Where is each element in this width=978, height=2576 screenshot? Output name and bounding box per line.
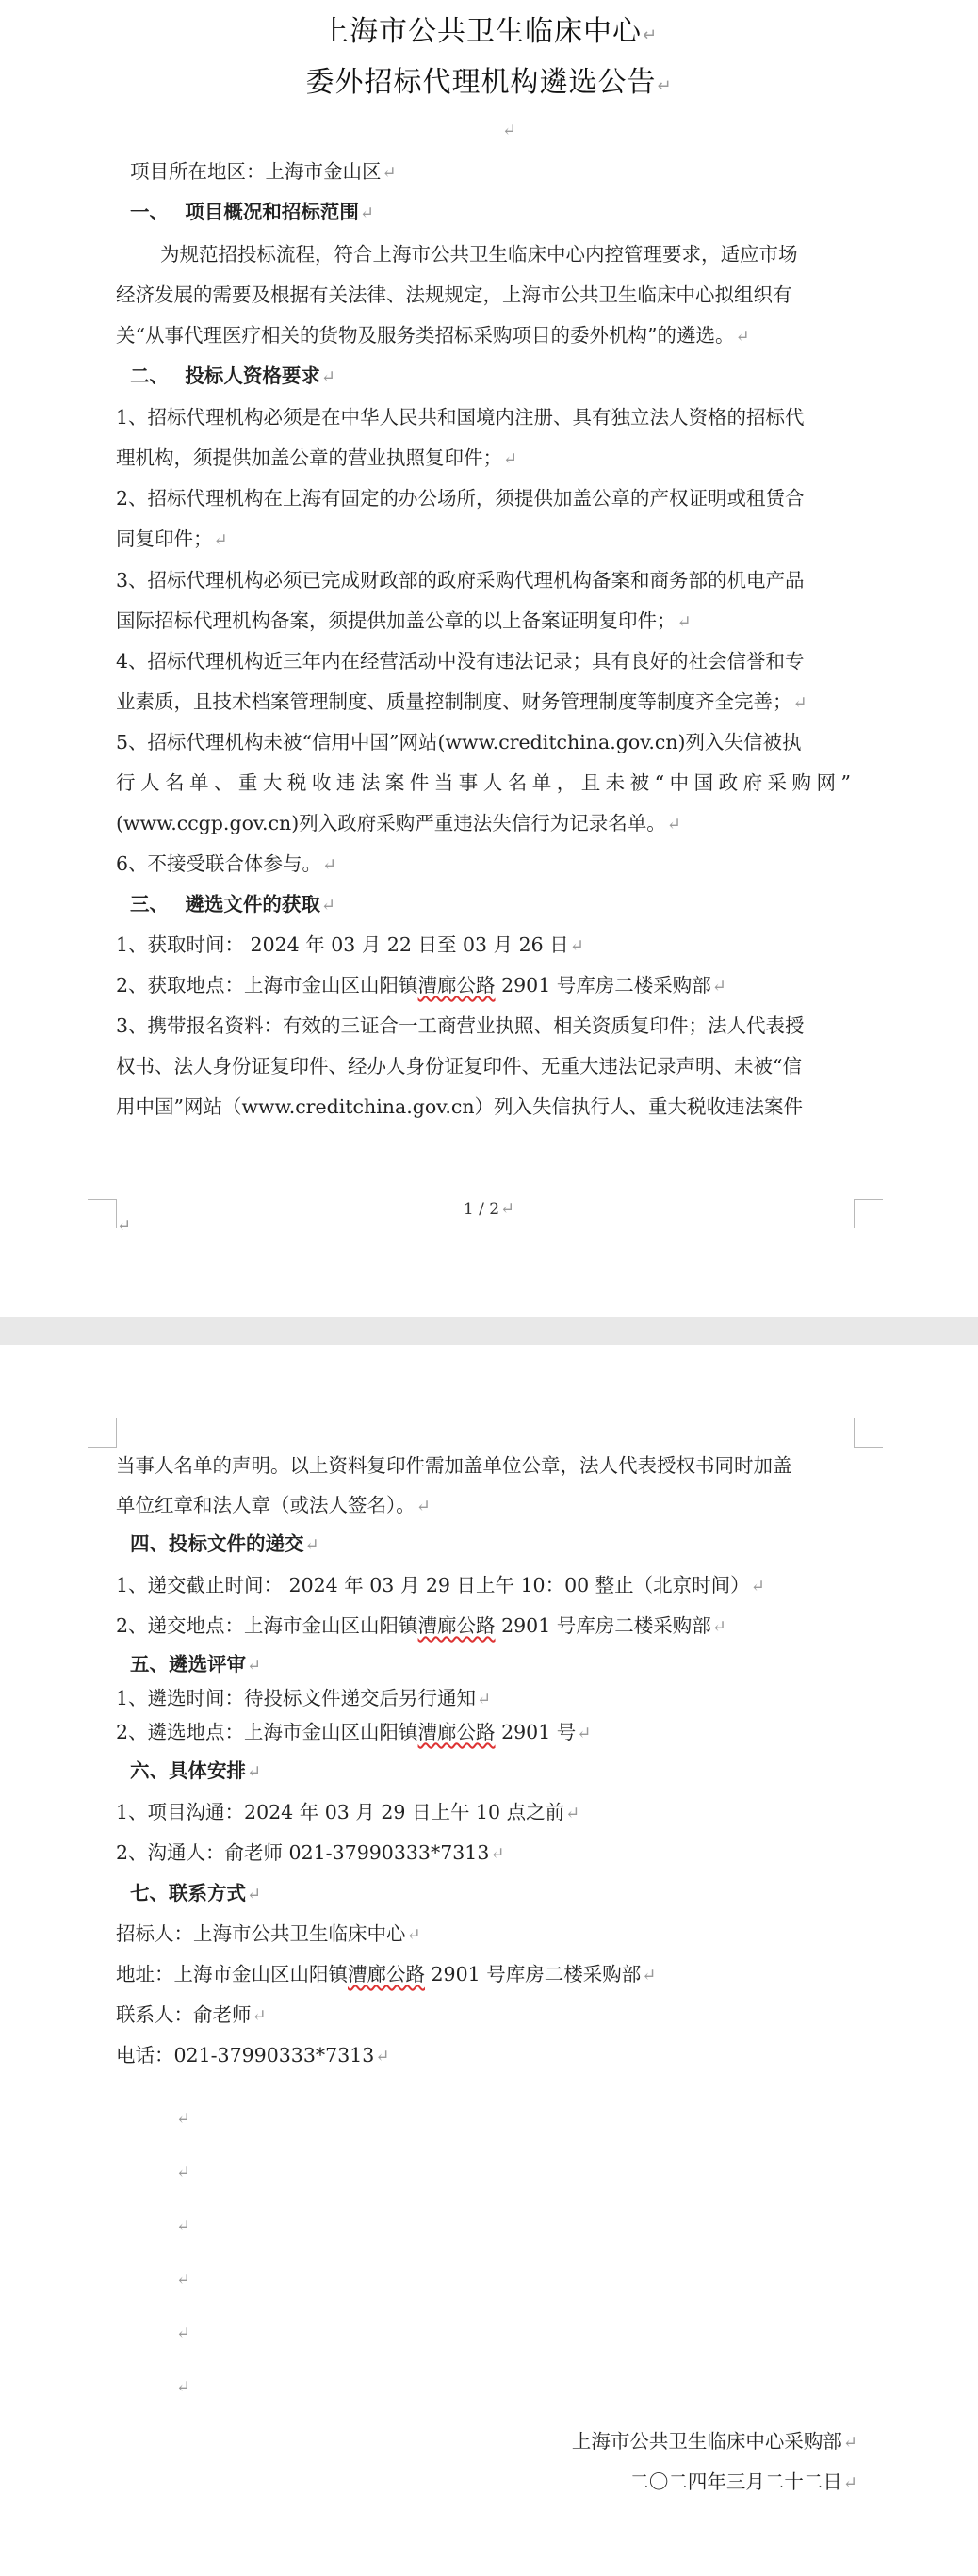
arrange-person-line: 2、沟通人：俞老师 021-37990333*7313↵ [116, 1841, 505, 1864]
paragraph-mark: ↵ [176, 2216, 191, 2236]
contact-phone: 电话：021-37990333*7313↵ [116, 2044, 390, 2066]
paragraph-mark: ↵ [176, 2377, 191, 2397]
spellcheck-underline: 漕廊公路 [417, 974, 496, 996]
section-heading-1: 一、 项目概况和招标范围↵ [130, 201, 374, 223]
margin-corner-mark [88, 1418, 117, 1448]
req1-line-1: 1、招标代理机构必须是在中华人民共和国境内注册、具有独立法人资格的招标代 [116, 406, 805, 429]
req6-line: 6、不接受联合体参与。↵ [116, 852, 337, 875]
req5-line-1: 5、招标代理机构未被“信用中国”网站(www.creditchina.gov.cn)列入失信被执 [116, 731, 802, 753]
get-time-line: 1、获取时间： 2024 年 03 月 22 日至 03 月 26 日↵ [116, 933, 584, 956]
get-docs-line-1: 3、携带报名资料：有效的三证合一工商营业执照、相关资质复印件；法人代表授 [116, 1014, 805, 1037]
req5-line-3: (www.ccgp.gov.cn)列入政府采购严重违法失信行为记录名单。↵ [116, 812, 681, 834]
submit-place-line: 2、递交地点：上海市金山区山阳镇漕廊公路 2901 号库房二楼采购部↵ [116, 1614, 726, 1637]
cont-line-1: 当事人名单的声明。以上资料复印件需加盖单位公章，法人代表授权书同时加盖 [116, 1454, 792, 1477]
spellcheck-underline: 漕廊公路 [348, 1963, 425, 1985]
get-place-line: 2、获取地点：上海市金山区山阳镇漕廊公路 2901 号库房二楼采购部↵ [116, 974, 726, 996]
page-gap [0, 1317, 978, 1345]
req4-line-1: 4、招标代理机构近三年内在经营活动中没有违法记录；具有良好的社会信誉和专 [116, 650, 805, 672]
margin-corner-mark [854, 1418, 883, 1448]
review-place-line: 2、遴选地点：上海市金山区山阳镇漕廊公路 2901 号↵ [116, 1721, 592, 1743]
doc-title-line2: 委外招标代理机构遴选公告↵ [305, 66, 673, 99]
contact-address: 地址：上海市金山区山阳镇漕廊公路 2901 号库房二楼采购部↵ [116, 1963, 657, 1985]
paragraph-mark: ↵ [176, 2109, 191, 2129]
signature-organization: 上海市公共卫生临床中心采购部↵ [571, 2430, 857, 2453]
paragraph-mark: ↵ [176, 2324, 191, 2343]
page-number: 1 / 2↵ [463, 1199, 515, 1219]
section-heading-7: 七、联系方式↵ [130, 1882, 262, 1904]
doc-title-line1: 上海市公共卫生临床中心↵ [319, 15, 659, 48]
req2-line-1: 2、招标代理机构在上海有固定的办公场所，须提供加盖公章的产权证明或租赁合 [116, 487, 805, 510]
signature-date: 二〇二四年三月二十二日↵ [629, 2471, 857, 2493]
review-time-line: 1、遴选时间：待投标文件递交后另行通知↵ [116, 1687, 492, 1709]
paragraph-mark: ↵ [176, 2163, 191, 2182]
req3-line-2: 国际招标代理机构备案，须提供加盖公章的以上备案证明复印件；↵ [116, 609, 692, 632]
arrange-contact-line: 1、项目沟通：2024 年 03 月 29 日上午 10 点之前↵ [116, 1801, 580, 1823]
document-page-2 [0, 1345, 978, 2576]
section-heading-5: 五、遴选评审↵ [130, 1653, 262, 1676]
section-heading-3: 三、 遴选文件的获取↵ [130, 893, 335, 915]
spellcheck-underline: 漕廊公路 [417, 1721, 496, 1743]
req1-line-2: 理机构，须提供加盖公章的营业执照复印件；↵ [116, 446, 518, 469]
get-docs-line-3: 用中国”网站（www.creditchina.gov.cn）列入失信执行人、重大税收违法案件 [116, 1095, 804, 1118]
intro-line-2: 经济发展的需要及根据有关法律、法规规定，上海市公共卫生临床中心拟组织有 [116, 284, 792, 306]
project-region: 项目所在地区：上海市金山区↵ [130, 160, 397, 183]
req4-line-2: 业素质，且技术档案管理制度、质量控制制度、财务管理制度等制度齐全完善；↵ [116, 690, 807, 713]
cont-line-2: 单位红章和法人章（或法人签名）。↵ [116, 1494, 431, 1516]
intro-line-1: 为规范招投标流程，符合上海市公共卫生临床中心内控管理要求，适应市场 [160, 243, 798, 266]
spellcheck-underline: 漕廊公路 [417, 1614, 496, 1637]
req2-line-2: 同复印件；↵ [116, 527, 228, 550]
section-heading-2: 二、 投标人资格要求↵ [130, 365, 335, 387]
paragraph-mark: ↵ [117, 1216, 132, 1236]
section-heading-4: 四、投标文件的递交↵ [130, 1532, 319, 1555]
paragraph-mark: ↵ [176, 2270, 191, 2290]
paragraph-mark: ↵ [502, 121, 517, 140]
req3-line-1: 3、招标代理机构必须已完成财政部的政府采购代理机构备案和商务部的机电产品 [116, 569, 805, 591]
contact-tenderer: 招标人：上海市公共卫生临床中心↵ [116, 1922, 421, 1945]
contact-person: 联系人：俞老师↵ [116, 2003, 267, 2026]
req5-line-2: 行人名单、重大税收违法案件当事人名单，且未被“中国政府采购网” [116, 771, 851, 794]
get-docs-line-2: 权书、法人身份证复印件、经办人身份证复印件、无重大违法记录声明、未被“信 [116, 1055, 802, 1077]
section-heading-6: 六、具体安排↵ [130, 1759, 262, 1782]
submit-deadline-line: 1、递交截止时间： 2024 年 03 月 29 日上午 10：00 整止（北京时间）↵ [116, 1574, 765, 1596]
intro-line-3: 关“从事代理医疗相关的货物及服务类招标采购项目的委外机构”的遴选。↵ [116, 324, 750, 347]
